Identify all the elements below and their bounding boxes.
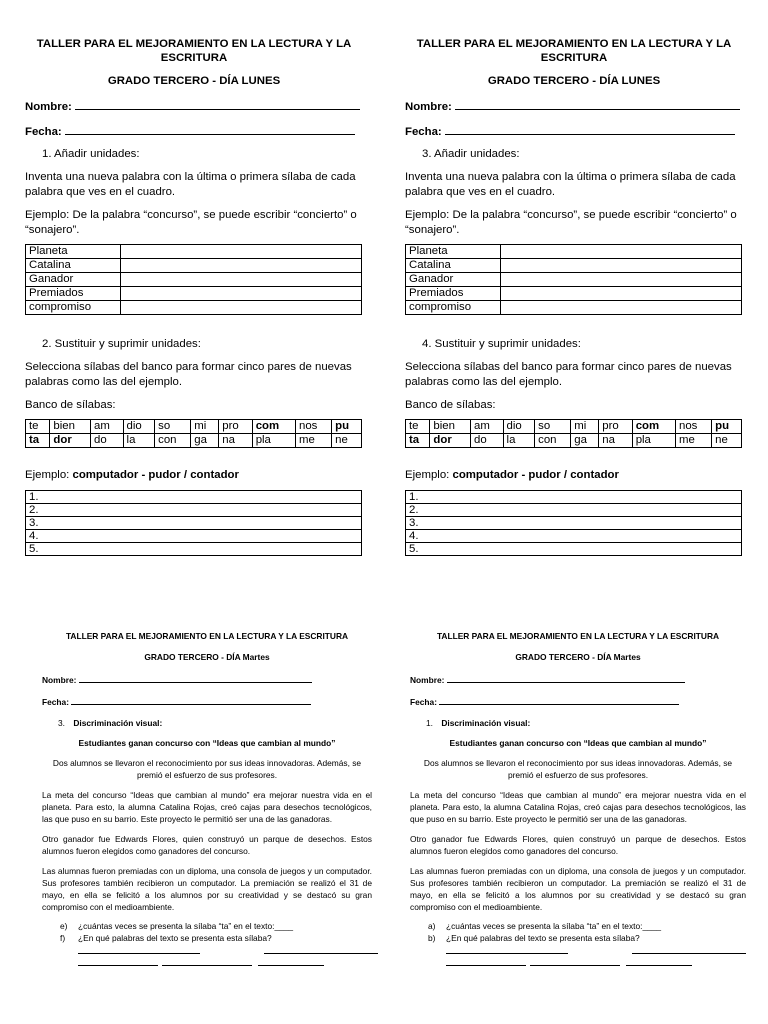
syllable-cell: pla — [252, 434, 295, 448]
answer-cell[interactable] — [121, 259, 362, 273]
question-letter: b) — [428, 933, 436, 943]
article-paragraph-2: Otro ganador fue Edwards Flores, quien construyó un parque de desechos. Estos alumnos fueron elegidos como ganadores del concurso. — [42, 834, 372, 856]
answer-line[interactable] — [626, 956, 692, 966]
answer-line[interactable] — [78, 944, 200, 954]
answer-lines — [410, 956, 746, 968]
article-headline: Estudiantes ganan concurso con “Ideas que cambian al mundo” — [78, 738, 336, 748]
answer-cell[interactable] — [121, 301, 362, 315]
name-label: Nombre: — [405, 101, 452, 113]
answer-line[interactable] — [530, 956, 620, 966]
syllable-cell: am — [471, 420, 504, 434]
question-text: ¿En qué palabras del texto se presenta esta sílaba? — [446, 933, 640, 943]
name-label: Nombre: — [42, 675, 77, 685]
date-label: Fecha: — [405, 126, 442, 138]
syllable-cell: nos — [296, 420, 332, 434]
name-line — [447, 673, 685, 683]
answer-cell[interactable] — [121, 287, 362, 301]
table-row — [26, 245, 362, 259]
syllable-cell: pla — [632, 434, 675, 448]
word-cell: Planeta — [406, 245, 501, 259]
syllable-cell: dor — [50, 434, 91, 448]
name-line — [79, 673, 312, 683]
syllable-cell: nos — [676, 420, 712, 434]
question-2 — [410, 932, 746, 944]
table-row — [26, 301, 362, 315]
syllable-cell: so — [155, 420, 191, 434]
section-heading-text: Sustituir y suprimir unidades: — [54, 338, 201, 350]
word-table — [405, 244, 742, 315]
word-cell: compromiso — [406, 301, 501, 315]
word-cell: Ganador — [406, 273, 501, 287]
answer-line[interactable] — [446, 944, 568, 954]
example-label: Ejemplo: — [25, 469, 70, 481]
answer-lines-table — [405, 490, 742, 556]
syllable-bank-table — [405, 419, 742, 448]
word-cell: Planeta — [26, 245, 121, 259]
grade-day: GRADO TERCERO - DÍA LUNES — [487, 75, 661, 87]
word-cell: compromiso — [26, 301, 121, 315]
worksheet-lunes-right — [405, 37, 743, 556]
syllable-cell: pro — [219, 420, 252, 434]
name-line — [455, 98, 740, 110]
worksheet-lunes-left — [25, 37, 363, 556]
worksheet-martes-left — [42, 630, 372, 968]
syllable-cell: ga — [571, 434, 599, 448]
worksheet-title: TALLER PARA EL MEJORAMIENTO EN LA LECTURA Y LA ESCRITURA — [436, 631, 720, 641]
word-table — [25, 244, 362, 315]
syllable-cell: ga — [191, 434, 219, 448]
example-words: computador - pudor / contador — [452, 469, 619, 481]
answer-cell[interactable] — [501, 259, 742, 273]
question-letter: f) — [60, 933, 66, 943]
question-2 — [42, 932, 372, 944]
table-row — [406, 273, 742, 287]
example-label: Ejemplo: — [405, 469, 450, 481]
date-field — [410, 695, 746, 708]
section-heading — [410, 717, 746, 729]
syllable-cell: ta — [406, 434, 430, 448]
question-text: ¿cuántas veces se presenta la sílaba “ta” en el texto:____ — [446, 921, 662, 931]
answer-cell[interactable] — [121, 273, 362, 287]
table-row — [406, 434, 742, 448]
section-number: 2. — [42, 338, 52, 350]
section-number: 3. — [58, 718, 65, 728]
syllable-cell: ne — [332, 434, 362, 448]
date-field — [25, 123, 363, 140]
syllable-cell: ne — [712, 434, 742, 448]
date-line — [71, 695, 311, 705]
table-row — [406, 245, 742, 259]
syllable-cell: la — [123, 434, 155, 448]
section-number: 3. — [422, 148, 432, 160]
syllable-cell: do — [91, 434, 124, 448]
worksheet-title: TALLER PARA EL MEJORAMIENTO EN LA LECTURA Y LA ESCRITURA — [416, 38, 732, 64]
answer-line[interactable]: 1. — [26, 491, 362, 504]
syllable-cell: na — [599, 434, 632, 448]
syllable-cell: com — [632, 420, 675, 434]
date-label: Fecha: — [25, 126, 62, 138]
word-cell: Ganador — [26, 273, 121, 287]
answer-lines-table — [25, 490, 362, 556]
answer-line[interactable] — [632, 944, 746, 954]
syllable-cell: com — [252, 420, 295, 434]
table-row — [26, 287, 362, 301]
table-row — [26, 420, 362, 434]
question-letter: a) — [428, 921, 436, 931]
section-number: 1. — [42, 148, 52, 160]
grade-day: GRADO TERCERO - DÍA LUNES — [107, 75, 281, 87]
article-subheadline: Dos alumnos se llevaron el reconocimiento por sus ideas innovadoras. Además, se premió el esfuerzo de sus profesores. — [423, 758, 733, 780]
syllable-cell: pro — [599, 420, 632, 434]
syllable-cell: dor — [430, 434, 471, 448]
answer-line[interactable] — [78, 956, 158, 966]
section-3-example: Ejemplo: De la palabra “concurso”, se puede escribir “concierto” o “sonajero”. — [405, 209, 737, 236]
syllable-cell: te — [26, 420, 50, 434]
article-paragraph-3: Las alumnas fueron premiadas con un diploma, una consola de juegos y un computador. Sus profesores también recibieron un computador. La premiación se realizó el 31 de mayo, en ella se felicitó a los alumnos por su creatividad y se destacó su gran compromiso con el medioambiente. — [410, 866, 746, 912]
question-1 — [42, 920, 372, 932]
section-heading-text: Sustituir y suprimir unidades: — [434, 338, 581, 350]
answer-line[interactable]: 2. — [406, 504, 742, 517]
syllable-cell: na — [219, 434, 252, 448]
article-headline: Estudiantes ganan concurso con “Ideas que cambian al mundo” — [449, 738, 707, 748]
section-heading — [42, 717, 372, 729]
answer-cell[interactable] — [121, 245, 362, 259]
name-label: Nombre: — [25, 101, 72, 113]
syllable-cell: la — [503, 434, 535, 448]
syllable-cell: do — [471, 434, 504, 448]
answer-line[interactable] — [446, 956, 526, 966]
syllable-cell: ta — [26, 434, 50, 448]
date-line — [439, 695, 679, 705]
word-cell: Premiados — [406, 287, 501, 301]
section-heading-text: Añadir unidades: — [434, 148, 520, 160]
section-heading-text: Discriminación visual: — [73, 718, 163, 728]
answer-cell[interactable] — [501, 301, 742, 315]
syllable-cell: pu — [712, 420, 742, 434]
syllable-cell: bien — [430, 420, 471, 434]
article-subheadline: Dos alumnos se llevaron el reconocimiento por sus ideas innovadoras. Además, se premió el esfuerzo de sus profesores. — [52, 758, 362, 780]
table-row — [406, 287, 742, 301]
date-label: Fecha: — [410, 697, 437, 707]
worksheet-martes-right — [410, 630, 746, 968]
table-row — [406, 420, 742, 434]
question-text: ¿cuántas veces se presenta la sílaba “ta” en el texto:____ — [78, 921, 294, 931]
answer-line[interactable]: 5. — [406, 543, 742, 556]
answer-line[interactable]: 3. — [26, 517, 362, 530]
answer-line[interactable]: 4. — [406, 530, 742, 543]
section-1-heading — [25, 147, 363, 162]
answer-cell[interactable] — [501, 273, 742, 287]
syllable-cell: am — [91, 420, 124, 434]
example-line — [405, 468, 743, 483]
date-line — [65, 123, 355, 135]
name-field — [25, 98, 363, 115]
article-paragraph-3: Las alumnas fueron premiadas con un diploma, una consola de juegos y un computador. Sus profesores también recibieron un computador. La premiación se realizó el 31 de mayo, en ella se felicitó a los alumnos por su creatividad y se destacó su gran compromiso con el medioambiente. — [42, 866, 372, 912]
answer-cell[interactable] — [501, 287, 742, 301]
name-field — [410, 673, 746, 686]
answer-line[interactable] — [264, 944, 378, 954]
syllable-cell: mi — [191, 420, 219, 434]
section-3-instructions: Inventa una nueva palabra con la última o primera sílaba de cada palabra que ves en el cuadro. — [405, 171, 736, 198]
grade-day: GRADO TERCERO - DÍA Martes — [515, 652, 641, 662]
article-paragraph-1: La meta del concurso “Ideas que cambian al mundo” era mejorar nuestra vida en el planeta. Para esto, la alumna Catalina Rojas, creó cajas para desechos tecnológicos, las que puso en su barrio. Este proyecto le permitió ser una de las ganadoras. — [410, 790, 746, 824]
answer-line[interactable]: 4. — [26, 530, 362, 543]
answer-lines — [410, 944, 746, 956]
syllable-cell: me — [296, 434, 332, 448]
syllable-cell: con — [155, 434, 191, 448]
worksheet-title: TALLER PARA EL MEJORAMIENTO EN LA LECTURA Y LA ESCRITURA — [36, 38, 352, 64]
article-paragraph-2: Otro ganador fue Edwards Flores, quien construyó un parque de desechos. Estos alumnos fueron elegidos como ganadores del concurso. — [410, 834, 746, 856]
date-field — [42, 695, 372, 708]
answer-line[interactable] — [258, 956, 324, 966]
table-row — [26, 273, 362, 287]
syllable-bank-label: Banco de sílabas: — [25, 399, 116, 411]
name-field — [405, 98, 743, 115]
section-heading-text: Discriminación visual: — [441, 718, 531, 728]
date-label: Fecha: — [42, 697, 69, 707]
answer-lines — [42, 944, 372, 956]
answer-line[interactable]: 3. — [406, 517, 742, 530]
article-paragraph-1: La meta del concurso “Ideas que cambian al mundo” era mejorar nuestra vida en el planeta. Para esto, la alumna Catalina Rojas, creó cajas para desechos tecnológicos, las que puso en su barrio. Este proyecto le permitió ser una de las ganadoras. — [42, 790, 372, 824]
section-3-heading — [405, 147, 743, 162]
section-1-example: Ejemplo: De la palabra “concurso”, se puede escribir “concierto” o “sonajero”. — [25, 209, 357, 236]
date-field — [405, 123, 743, 140]
date-line — [445, 123, 735, 135]
syllable-cell: dio — [123, 420, 155, 434]
answer-line[interactable] — [162, 956, 252, 966]
question-1 — [410, 920, 746, 932]
name-field — [42, 673, 372, 686]
answer-line[interactable]: 1. — [406, 491, 742, 504]
answer-cell[interactable] — [501, 245, 742, 259]
section-2-instructions: Selecciona sílabas del banco para formar cinco pares de nuevas palabras como las del ejemplo. — [25, 361, 352, 388]
syllable-cell: pu — [332, 420, 362, 434]
table-row — [406, 301, 742, 315]
table-row — [406, 259, 742, 273]
example-words: computador - pudor / contador — [72, 469, 239, 481]
answer-lines — [42, 956, 372, 968]
word-cell: Premiados — [26, 287, 121, 301]
section-4-instructions: Selecciona sílabas del banco para formar cinco pares de nuevas palabras como las del ejemplo. — [405, 361, 732, 388]
syllable-cell: so — [535, 420, 571, 434]
section-1-instructions: Inventa una nueva palabra con la última o primera sílaba de cada palabra que ves en el cuadro. — [25, 171, 356, 198]
table-row — [26, 259, 362, 273]
syllable-cell: bien — [50, 420, 91, 434]
syllable-cell: me — [676, 434, 712, 448]
answer-line[interactable]: 5. — [26, 543, 362, 556]
syllable-cell: dio — [503, 420, 535, 434]
example-line — [25, 468, 363, 483]
syllable-cell: te — [406, 420, 430, 434]
answer-line[interactable]: 2. — [26, 504, 362, 517]
name-line — [75, 98, 360, 110]
syllable-bank-table — [25, 419, 362, 448]
grade-day: GRADO TERCERO - DÍA Martes — [144, 652, 270, 662]
section-4-heading — [405, 337, 743, 352]
word-cell: Catalina — [26, 259, 121, 273]
name-label: Nombre: — [410, 675, 445, 685]
question-text: ¿En qué palabras del texto se presenta esta sílaba? — [78, 933, 272, 943]
word-cell: Catalina — [406, 259, 501, 273]
syllable-bank-label: Banco de sílabas: — [405, 399, 496, 411]
section-number: 4. — [422, 338, 432, 350]
syllable-cell: con — [535, 434, 571, 448]
table-row — [26, 434, 362, 448]
worksheet-title: TALLER PARA EL MEJORAMIENTO EN LA LECTURA Y LA ESCRITURA — [65, 631, 349, 641]
section-heading-text: Añadir unidades: — [54, 148, 140, 160]
section-2-heading — [25, 337, 363, 352]
section-number: 1. — [426, 718, 433, 728]
question-letter: e) — [60, 921, 68, 931]
syllable-cell: mi — [571, 420, 599, 434]
